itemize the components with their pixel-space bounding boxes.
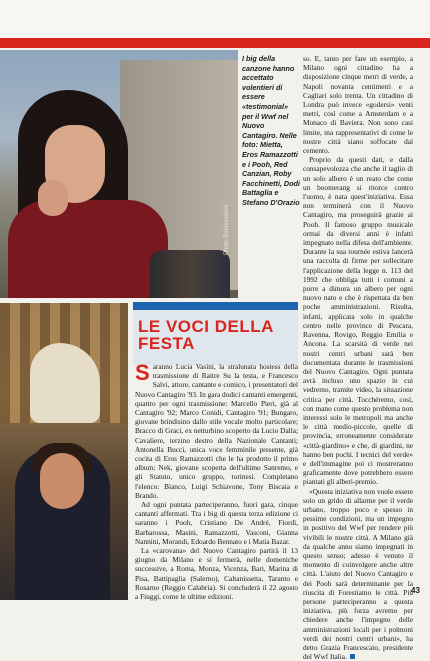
article-mid-paragraph xyxy=(135,362,298,500)
page-number: 43 xyxy=(411,586,420,595)
article-right-paragraph: so. E, tanto per fare un esempio, a Milano ogni cittadino ha a disposizione cinque metri di verde, a Napoli novanta centimetri e a Cagliari solo trenta. Un cittadino di Londra può invece «godersi» venti metri, così come a Amsterdam e a Monaco di Baviera. Non sono casi limite, ma rappresentativi di come le nostre città siano soffocate dal cemento. xyxy=(303,54,413,156)
article-column-right xyxy=(303,54,413,661)
photo-mietta xyxy=(0,50,238,298)
article-right-paragraph: Proprio da questi dati, e dalla consapevolezza che anche il taglio di un solo albero è un reato che come un boomerang si ritorce contro l'uomo, è nata quest'iniziativa. Essa non terminerà con il Nuovo Cantagiro, ma proseguirà grazie ai Pooh. Il famoso gruppo musicale ormai da diversi anni è infatti impegnato nella difesa dell'ambiente. Durante la sua tournée estiva lancerà una raccolta di firme per sollecitare l'applicazione della legge n. 113 del 1992 che obbliga tutti i comuni a porre a dimora un albero per ogni nuovo nato e che è rispettata da ben poche amministrazioni. Risulta, infatti, applicata solo in qualche centro nelle province di Pescara, Ravenna, Rovigo, Reggio Emilia e Ancona. La scarsità di verde nei nostri centri urbani sarà ben documentata durante le trasmissioni del Nuovo Cantagiro. Ogni puntata avrà incluso uno spazio in cui vedremo, tramite video, la situazione critica per città. Tocchéremo, così, con mano come questo problema non interessi solo le metropoli ma anche le città medio-piccole, quelle di provincia, erroneamente considerate «città-giardino» e che, di giardini, ne hanno ben pochi. I tecnici del verde» e dell'immagine poi ci mostreranno graficamente dove potrebbero essere piantati gli alberi-premio. xyxy=(303,155,413,487)
photo-caption: I big della canzone hanno accettato volentieri di essere «testimonial» per il Wwf nel Nuovo Cantagiro. Nelle foto: Mietta, Eros Ramazzotti e i Pooh, Red Canzian, Roby Facchinetti, Dodi Battaglia e Stefano D'Orazio xyxy=(242,54,300,207)
article-right-paragraph-text: «Questa iniziativa non vuole essere solo un grido di allarme per il verde urbano, troppo poco e spesso in pessime condizioni, ma un impegno in positivo del Wwf per rendere più vivibili le nostre città. A Milano già da qualche anno siamo impegnati in questo senso; adesso è venuto il momento di coinvolgere anche altre città. L'aiuto del Nuovo Cantagiro e dei Pooh sarà determinante per la riuscita di Forestiamo le città. Più persone parteciperanno a questa iniziativa, più forza avremo per chiedere anche l'impegno delle amministrazioni locali per i polmoni verdi dei nostri centri urbani», ha detto Grazia Francescato, presidente del Wwf Italia. xyxy=(303,486,413,661)
article-mid-paragraph: La «carovana» del Nuovo Cantagiro partirà il 13 giugno da Milano e si fermerà, nelle domeniche successive, a Roma, Monza, Vicenza, Bari, Marina di Pisa, Battipaglia (Salerno), Caltanissetta, Taranto e Rosarno (Reggio Calabria). Si concluderà il 22 agosto a Fiuggi, come le ultime edizioni. xyxy=(135,546,298,602)
article-headline: LE VOCI DELLA FESTA xyxy=(138,317,274,353)
article-column-middle xyxy=(135,362,298,601)
end-mark-icon xyxy=(350,654,355,659)
header-red-stripe xyxy=(0,38,430,48)
article-right-paragraph xyxy=(303,487,413,661)
page-top-margin xyxy=(0,0,430,40)
article-mid-paragraph-text: aranno Lucia Vasini, la stralunata hostess della trasmissione di Raitre Su la testa, e Francesco Salvi, attore, cantante e comico, i presentatori del Nuovo Cantagiro '93. In gara dodici cantanti emergenti, quattro per ogni trasmissione: Marcello Pieri, già al Cantagiro '92; Marco Conidi, Cantagiro '91; Bungaro, giovane brindisino dallo stile vocale molto particolare; Bracco di Graci, ex netturbino scoperto da Lucio Dalla; Cavaliere, terzino destro della Nazionale Cantanti; Antonella Bucci, unica voce femminile presente, già cocita di Eros Ramazzotti che le ha prodotto il primo album; Nek, giovane scoperta dell'ultimo Sanremo, e gli Statuto, unico gruppo, torinesi. Completano l'elenco: Bianco, Luigi Schiavone, Tony Biscaia e Brando. xyxy=(135,362,298,500)
article-mid-paragraph: Ad ogni puntata parteciperanno, fuori gara, cinque cantanti affermati. Tra i big di questa terza edizione ci saranno i Pooh, Cristiano De André, Fiordi, Barbarossa, Masini, Ramazzotti, Vasconi, Gianna Nannini, Morandi, Edoardo Bennato e i Matia Bazar. xyxy=(135,500,298,546)
photo-ramazzotti xyxy=(0,303,128,600)
drop-cap: S xyxy=(135,360,150,385)
photo-credit: Photo Baldasserini xyxy=(224,204,230,255)
